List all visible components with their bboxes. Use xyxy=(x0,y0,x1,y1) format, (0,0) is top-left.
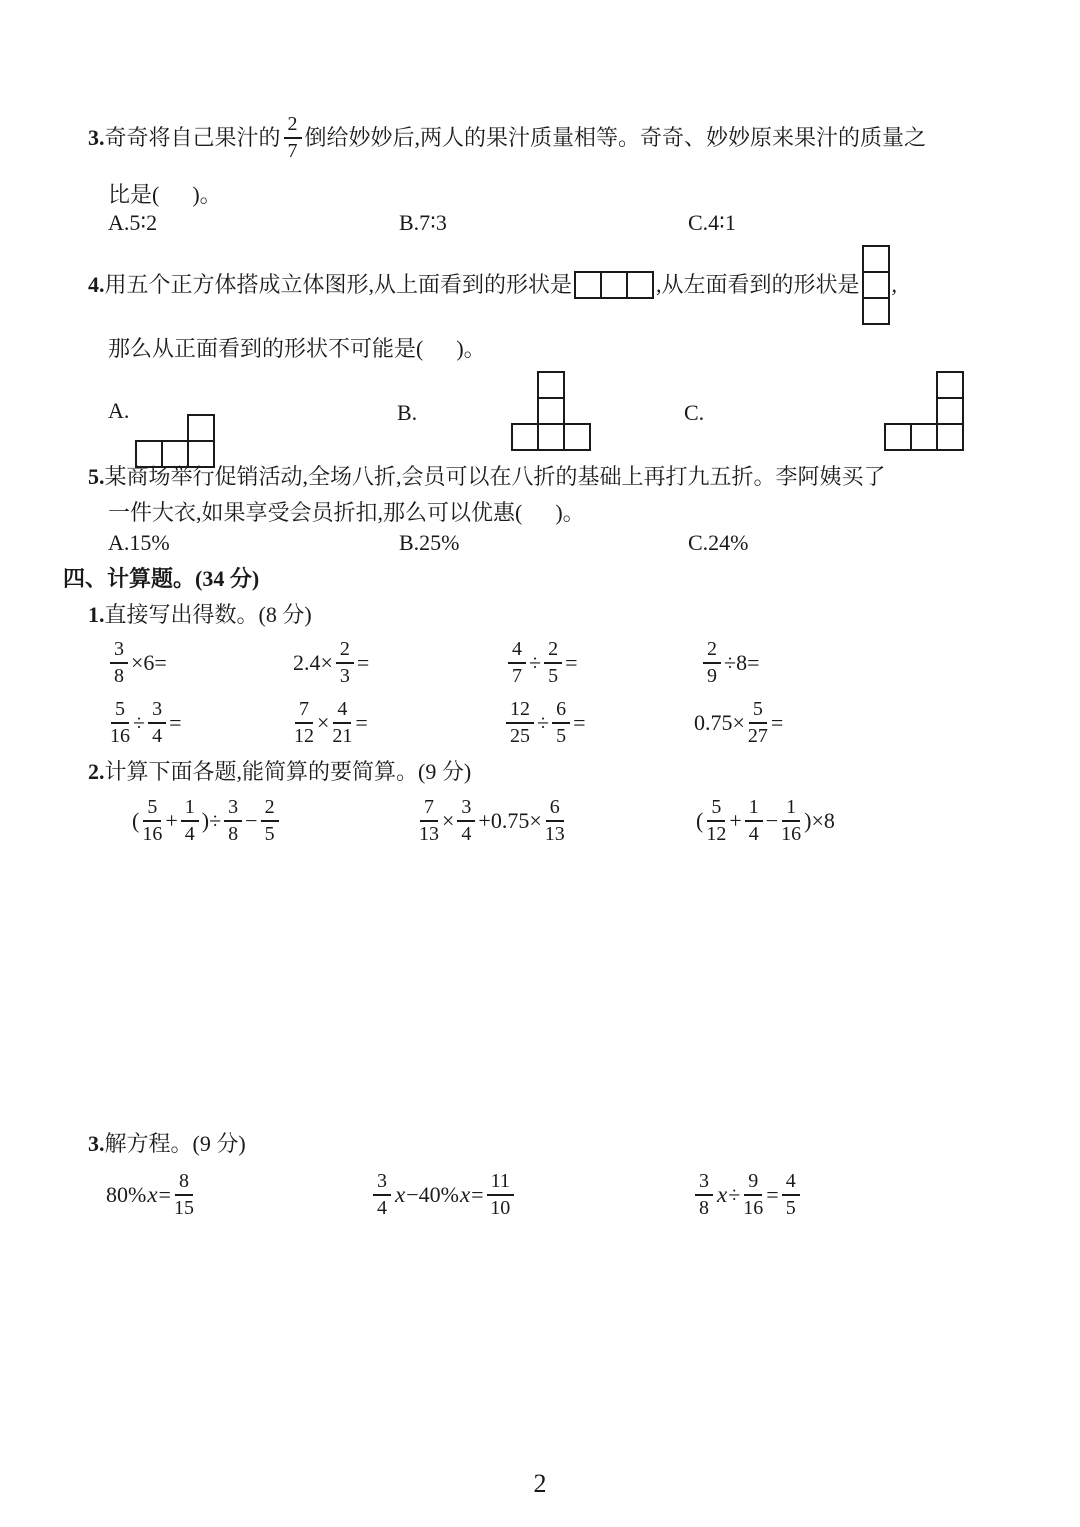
variable: x xyxy=(717,1182,728,1207)
fraction: $\frac{3}{8}$ xyxy=(224,796,242,846)
operator-text: )×8 xyxy=(804,808,835,833)
left-view-diagram xyxy=(862,245,890,325)
grid-cell xyxy=(511,423,539,451)
page-number: 2 xyxy=(533,1469,547,1498)
grid-cell xyxy=(563,423,591,451)
operator-text: = xyxy=(766,1182,779,1207)
expression xyxy=(107,633,167,693)
option-a-shape-diagram xyxy=(135,414,215,468)
grid-cell xyxy=(936,423,964,451)
operator-text: = xyxy=(355,710,368,735)
operator-text: = xyxy=(158,1182,171,1207)
grid-cell xyxy=(936,397,964,425)
grid-cell xyxy=(862,297,890,325)
question-3-line-2: 比是( )。 xyxy=(108,182,222,207)
fraction xyxy=(284,113,302,163)
subquestion-number: 3. xyxy=(88,1131,105,1156)
section-header: 四、计算题。(34 分) xyxy=(63,566,260,591)
fraction: $\frac{2}{5}$ xyxy=(544,638,562,688)
option-b-shape-diagram xyxy=(511,371,591,451)
question-text: , xyxy=(891,272,898,297)
operator-text: = xyxy=(573,710,586,735)
grid-cell xyxy=(936,371,964,399)
fraction: $\frac{2}{9}$ xyxy=(703,638,721,688)
fraction: $\frac{5}{16}$ xyxy=(142,796,163,845)
expression xyxy=(696,789,835,853)
question-text: 用五个正方体搭成立体图形,从上面看到的形状是 xyxy=(104,272,573,297)
option-c: C.24% xyxy=(688,530,749,555)
subquestion-number: 2. xyxy=(88,759,105,784)
fraction: $\frac{5}{16}$ xyxy=(110,698,130,747)
fraction: $\frac{2}{3}$ xyxy=(336,638,354,688)
question-text: ,从左面看到的形状是 xyxy=(656,272,860,297)
grid-cell xyxy=(574,271,602,299)
fraction: $\frac{7}{13}$ xyxy=(419,796,439,845)
grid-cell xyxy=(626,271,654,299)
operator-text: = xyxy=(471,1182,484,1207)
question-4-line-1 xyxy=(88,237,897,333)
question-text: 某商场举行促销活动,全场八折,会员可以在八折的基础上再打九五折。李阿姨买了 xyxy=(104,464,886,489)
expression xyxy=(107,693,182,753)
fraction-numerator: 2 xyxy=(284,113,302,139)
fraction: $\frac{5}{27}$ xyxy=(747,698,768,747)
fraction: $\frac{9}{16}$ xyxy=(743,1170,764,1219)
fraction: $\frac{3}{4}$ xyxy=(148,698,166,748)
subquestion-text: 直接写出得数。(8 分) xyxy=(104,602,312,627)
equation xyxy=(106,1163,197,1227)
top-view-diagram xyxy=(574,271,654,299)
question-5-line-1 xyxy=(88,462,886,492)
operator-text: +0.75× xyxy=(478,808,542,833)
fraction: $\frac{1}{4}$ xyxy=(181,796,199,846)
fraction: $\frac{6}{13}$ xyxy=(544,796,565,845)
expression xyxy=(505,633,578,693)
fraction: $\frac{3}{8}$ xyxy=(110,638,128,688)
operator-text: −40% xyxy=(406,1182,459,1207)
operator-text: ÷ xyxy=(133,710,146,735)
option-c-label: C. xyxy=(684,400,705,425)
grid-cell xyxy=(910,423,938,451)
expression xyxy=(132,789,282,853)
fraction-denominator: 7 xyxy=(287,140,298,162)
operator-text: ÷8= xyxy=(724,650,760,675)
option-a-label: A. xyxy=(108,398,130,423)
operator-text: + xyxy=(165,808,178,833)
grid-cell xyxy=(862,271,890,299)
subquestion-1-title xyxy=(88,600,312,630)
fraction: $\frac{2}{5}$ xyxy=(261,796,279,846)
operator-text: = xyxy=(356,650,370,675)
operator-text: = xyxy=(565,650,578,675)
fraction: $\frac{4}{21}$ xyxy=(332,698,353,747)
operator-text: 0.75× xyxy=(694,710,745,735)
expression xyxy=(293,633,369,693)
subquestion-3-title xyxy=(88,1129,246,1159)
operator-text: ×6= xyxy=(131,650,167,675)
question-number: 3. xyxy=(88,125,105,150)
expression xyxy=(416,789,568,853)
fraction: $\frac{1}{4}$ xyxy=(745,796,763,846)
operator-text: × xyxy=(317,710,330,735)
subquestion-number: 1. xyxy=(88,602,105,627)
variable: x xyxy=(147,1182,158,1207)
fraction: $\frac{3}{4}$ xyxy=(373,1170,391,1220)
variable: x xyxy=(459,1182,471,1207)
grid-cell xyxy=(537,423,565,451)
operator-text: − xyxy=(245,808,258,833)
option-a: A.15% xyxy=(108,530,170,555)
option-b: B.7∶3 xyxy=(399,210,447,235)
grid-cell xyxy=(187,414,215,442)
subquestion-text: 计算下面各题,能简算的要简算。(9 分) xyxy=(104,759,472,784)
grid-cell xyxy=(537,371,565,399)
question-3-line-1 xyxy=(88,106,926,170)
operator-text: ÷ xyxy=(728,1182,741,1207)
option-a: A.5∶2 xyxy=(108,210,158,235)
fraction: $\frac{1}{16}$ xyxy=(781,796,802,845)
operator-text: = xyxy=(169,710,182,735)
equation xyxy=(692,1163,803,1227)
operator-text: ( xyxy=(696,808,704,833)
operator-text: 2.4× xyxy=(293,650,333,675)
operator-text: ÷ xyxy=(537,710,550,735)
question-text: 奇奇将自己果汁的 xyxy=(104,125,281,150)
fraction: $\frac{3}{4}$ xyxy=(457,796,475,846)
question-text: 倒给妙妙后,两人的果汁质量相等。奇奇、妙妙原来果汁的质量之 xyxy=(304,125,927,150)
expression xyxy=(694,693,783,753)
question-number: 4. xyxy=(88,272,105,297)
fraction: $\frac{12}{25}$ xyxy=(506,698,534,748)
operator-text: × xyxy=(442,808,455,833)
fraction: $\frac{3}{8}$ xyxy=(695,1170,713,1220)
expression xyxy=(503,693,586,753)
question-4-line-2: 那么从正面看到的形状不可能是( )。 xyxy=(108,336,486,361)
option-c-shape-diagram xyxy=(884,371,964,451)
grid-cell xyxy=(884,423,912,451)
grid-cell xyxy=(862,245,890,273)
question-5-line-2: 一件大衣,如果享受会员折扣,那么可以优惠( )。 xyxy=(108,500,585,525)
variable: x xyxy=(395,1182,406,1207)
operator-text: = xyxy=(770,710,784,735)
expression xyxy=(291,693,368,753)
operator-text: ( xyxy=(132,808,140,833)
operator-text: ÷ xyxy=(529,650,542,675)
option-b-label: B. xyxy=(397,400,418,425)
fraction: $\frac{4}{5}$ xyxy=(782,1170,800,1220)
operator-text: 80% xyxy=(106,1182,147,1207)
fraction: $\frac{11}{10}$ xyxy=(487,1170,514,1220)
subquestion-text: 解方程。(9 分) xyxy=(104,1131,246,1156)
question-number: 5. xyxy=(88,464,105,489)
fraction: $\frac{4}{7}$ xyxy=(508,638,526,688)
fraction: $\frac{5}{12}$ xyxy=(706,796,727,845)
operator-text: − xyxy=(765,808,779,833)
grid-cell xyxy=(537,397,565,425)
option-c: C.4∶1 xyxy=(688,210,736,235)
operator-text: )÷ xyxy=(201,808,222,833)
fraction: $\frac{8}{15}$ xyxy=(173,1170,194,1219)
expression xyxy=(700,633,759,693)
operator-text: + xyxy=(729,808,742,833)
grid-cell xyxy=(600,271,628,299)
fraction: $\frac{7}{12}$ xyxy=(294,698,314,747)
option-b: B.25% xyxy=(399,530,460,555)
subquestion-2-title xyxy=(88,757,471,787)
fraction: $\frac{6}{5}$ xyxy=(552,698,570,748)
equation xyxy=(370,1163,517,1227)
